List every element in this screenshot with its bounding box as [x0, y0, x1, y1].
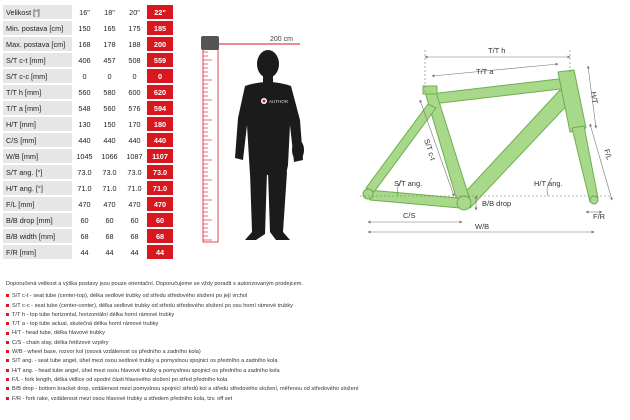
cell-value: 60	[147, 213, 173, 227]
legend-item	[6, 395, 426, 404]
cell-value: 73.0	[127, 167, 142, 177]
legend-item	[6, 302, 426, 311]
bullet-icon	[6, 378, 9, 381]
legend-item	[6, 357, 426, 366]
bullet-icon	[6, 387, 9, 390]
row-label: T/T h [mm]	[3, 85, 72, 99]
legend-item	[6, 385, 426, 394]
label-st-ang: S/T ang.	[394, 179, 423, 188]
cell-value: 457	[103, 55, 116, 65]
legend-item-text: H/T - head tube, délka hlavové trubky	[12, 330, 105, 337]
cell-value: 68	[80, 231, 89, 241]
cell-value: 560	[78, 87, 91, 97]
cell-value: 559	[147, 53, 173, 67]
cell-value: 440	[147, 133, 173, 147]
legend-item	[6, 292, 426, 301]
cell-value: 470	[128, 199, 141, 209]
bullet-icon	[6, 294, 9, 297]
label-ht: H/T	[589, 91, 600, 105]
cell-value: 71.0	[127, 183, 142, 193]
label-tt-a: T/T a	[476, 67, 494, 76]
label-tt-h: T/T h	[488, 46, 506, 55]
header-size-16: 16"	[79, 7, 90, 17]
cell-value: 178	[103, 39, 116, 49]
cell-value: 470	[147, 197, 173, 211]
legend-item-text: S/T c-c - seat tube (center-center), délka sedlové trubky od středu středového složení po osu horní rámové trubky	[12, 302, 293, 309]
cell-value: 620	[147, 85, 173, 99]
row-label: C/S [mm]	[3, 133, 72, 147]
legend-item	[6, 311, 426, 320]
legend-item-text: T/T a - top tube actual, skutečná délka horní rámové trubky	[12, 321, 159, 328]
cell-value: 548	[78, 103, 91, 113]
header-size-22: 22"	[147, 5, 173, 19]
row-label: H/T ang. [°]	[3, 181, 72, 195]
cell-value: 440	[103, 135, 116, 145]
label-fl: F/L	[602, 147, 615, 161]
cell-value: 560	[103, 103, 116, 113]
cell-value: 44	[105, 247, 114, 257]
legend-items	[6, 292, 426, 404]
legend-item-text: S/T ang. - seat tube angel, úhel mezi osou sedlové trubky a pomyslnou spojnicí os předního a zadního kola	[12, 358, 278, 365]
cell-value: 71.0	[102, 183, 117, 193]
label-ht-ang: H/T ang.	[534, 179, 563, 188]
cell-value: 440	[78, 135, 91, 145]
cell-value: 44	[130, 247, 139, 257]
cell-value: 0	[107, 71, 112, 81]
cell-value: 150	[103, 119, 116, 129]
cell-value: 200	[147, 37, 173, 51]
cell-value: 68	[105, 231, 114, 241]
header-size-20: 20"	[129, 7, 140, 17]
bullet-icon	[6, 341, 9, 344]
bullet-icon	[6, 350, 9, 353]
cell-value: 0	[132, 71, 137, 81]
cell-value: 60	[130, 215, 139, 225]
cell-value: 73.0	[102, 167, 117, 177]
cell-value: 60	[80, 215, 89, 225]
row-label: S/T c-c [mm]	[3, 69, 72, 83]
bullet-icon	[6, 304, 9, 307]
cell-value: 44	[80, 247, 89, 257]
row-label: S/T c-t [mm]	[3, 53, 72, 67]
cell-value: 170	[128, 119, 141, 129]
cell-value: 470	[103, 199, 116, 209]
cell-value: 73.0	[147, 165, 173, 179]
row-label: H/T [mm]	[3, 117, 72, 131]
bullet-icon	[6, 359, 9, 362]
legend	[6, 280, 426, 404]
bullet-icon	[6, 397, 9, 400]
row-label: F/R [mm]	[3, 245, 72, 259]
legend-item-text: T/T h - top tube horizontal, horizontální délka horní rámové trubky	[12, 311, 175, 318]
bullet-icon	[6, 332, 9, 335]
row-label: Max. postava [cm]	[3, 37, 72, 51]
legend-item-text: C/S - chain stay, délka řetězové vzpěry	[12, 339, 109, 346]
row-label: S/T ang. [°]	[3, 165, 72, 179]
cell-value: 175	[128, 23, 141, 33]
legend-item	[6, 320, 426, 329]
bike-frame	[363, 70, 598, 210]
label-fr: F/R	[593, 212, 606, 221]
cell-value: 188	[128, 39, 141, 49]
cell-value: 60	[105, 215, 114, 225]
legend-item-text: F/L - fork length, délka vidlice od spodní části hlavového složení po střed předního kola	[12, 376, 228, 383]
cell-value: 406	[78, 55, 91, 65]
header-size-label: Velikost ["]	[3, 5, 72, 19]
header-size-18: 18"	[104, 7, 115, 17]
bullet-icon	[6, 369, 9, 372]
cell-value: 1045	[76, 151, 93, 161]
cell-value: 600	[128, 87, 141, 97]
cell-value: 594	[147, 101, 173, 115]
legend-item-text: F/R - fork rake, vzdálenost mezi osou hlavové trubky a středem předního kola, tzv. off set	[12, 395, 233, 402]
cell-value: 0	[147, 69, 173, 83]
cell-value: 1107	[147, 149, 173, 163]
svg-text:AUTHOR: AUTHOR	[269, 99, 288, 104]
legend-item-text: S/T c-t - seat tube (center-top), délka sedlové trubky od středu středového složení po její vrchol	[12, 293, 248, 300]
cell-value: 1087	[126, 151, 143, 161]
cell-value: 150	[78, 23, 91, 33]
row-label: F/L [mm]	[3, 197, 72, 211]
cell-value: 1066	[101, 151, 118, 161]
cell-value: 440	[128, 135, 141, 145]
cell-value: 130	[78, 119, 91, 129]
bullet-icon	[6, 313, 9, 316]
label-st-ct: S/T c-t	[422, 137, 438, 162]
bullet-icon	[6, 322, 9, 325]
label-cs: C/S	[403, 211, 416, 220]
legend-item	[6, 348, 426, 357]
legend-item-text: W/B - wheel base, rozvor kol (osová vzdálenost os předního a zadního kola)	[12, 349, 201, 356]
legend-item	[6, 339, 426, 348]
row-label: W/B [mm]	[3, 149, 72, 163]
cell-value: 180	[147, 117, 173, 131]
label-wb: W/B	[475, 222, 490, 231]
cell-value: 71.0	[147, 181, 173, 195]
legend-note: Doporučená velikost a výška postavy jsou pouze orientační. Doporučujeme se vždy poradit s autorizovaným prodejcem.	[6, 281, 303, 287]
cell-value: 470	[78, 199, 91, 209]
row-label: T/T a [mm]	[3, 101, 72, 115]
cell-value: 44	[147, 245, 173, 259]
row-label: Min. postava [cm]	[3, 21, 72, 35]
cell-value: 580	[103, 87, 116, 97]
cell-value: 71.0	[77, 183, 92, 193]
cell-value: 68	[130, 231, 139, 241]
cell-value: 0	[82, 71, 87, 81]
label-bb-drop: B/B drop	[482, 199, 512, 208]
cell-value: 576	[128, 103, 141, 113]
cell-value: 508	[128, 55, 141, 65]
row-label: B/B drop [mm]	[3, 213, 72, 227]
legend-item-text: H/T ang. - head tube angel, úhel mezi osou hlavové trubky a pomyslnou spojnicí os předního a zadního kola	[12, 367, 280, 374]
legend-item	[6, 376, 426, 385]
cell-value: 73.0	[77, 167, 92, 177]
cell-value: 185	[147, 21, 173, 35]
row-label: B/B width [mm]	[3, 229, 72, 243]
cell-value: 165	[103, 23, 116, 33]
legend-item-text: B/B drop - bottom bracket drop, vzdálenost mezi pomyslnou spojnicí středů kol a středu středového složení, měřenou od středového složení	[12, 386, 359, 393]
legend-item	[6, 329, 426, 338]
legend-item	[6, 367, 426, 376]
ruler-label: 200 cm	[270, 36, 293, 43]
cell-value: 168	[78, 39, 91, 49]
cell-value: 68	[147, 229, 173, 243]
